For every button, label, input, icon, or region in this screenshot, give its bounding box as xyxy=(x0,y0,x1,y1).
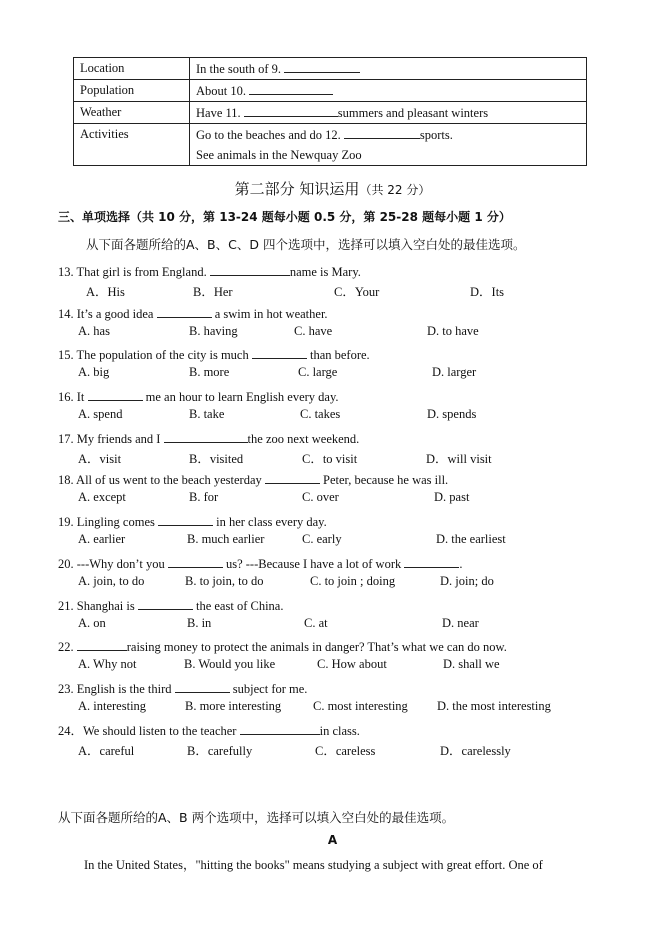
option-a[interactable]: A. spend xyxy=(78,407,123,421)
option-a[interactable]: A. has xyxy=(78,324,110,338)
option-d[interactable]: D. the most interesting xyxy=(437,699,551,713)
answer-blank xyxy=(244,102,338,117)
option-b[interactable]: B. more xyxy=(189,365,230,379)
option-d[interactable]: D. near xyxy=(442,616,479,630)
answer-blank xyxy=(344,124,420,139)
row-value: Have 11. summers and pleasant winters xyxy=(190,102,587,124)
option-c[interactable]: C. to join ; doing xyxy=(310,574,396,588)
options-15 xyxy=(76,365,616,383)
option-d[interactable]: D. the earliest xyxy=(436,532,506,546)
option-a[interactable]: A. join, to do xyxy=(78,574,145,588)
question-14: 14. It’s a good idea a swim in hot weather. xyxy=(58,303,328,322)
row-value: In the south of 9. xyxy=(190,58,587,80)
option-b[interactable]: B. Would you like xyxy=(184,657,276,671)
part-title: 第二部分 知识运用（共 22 分） xyxy=(234,180,431,198)
answer-blank xyxy=(164,428,248,443)
option-c[interactable]: C．Your xyxy=(334,285,380,299)
option-d[interactable]: D. join; do xyxy=(440,574,494,588)
question-15: 15. The population of the city is much than before. xyxy=(58,344,370,363)
question-24: 24．We should listen to the teacher in class. xyxy=(58,720,360,739)
option-d[interactable]: D．carelessly xyxy=(440,744,511,758)
answer-blank xyxy=(249,80,333,95)
question-17: 17. My friends and I the zoo next weekend. xyxy=(58,428,359,447)
table-row xyxy=(74,80,587,102)
option-b[interactable]: B．visited xyxy=(189,452,244,466)
option-a[interactable]: A．careful xyxy=(78,744,135,758)
answer-blank xyxy=(404,553,459,568)
options-16 xyxy=(76,407,616,425)
option-d[interactable]: D. larger xyxy=(432,365,477,379)
option-a[interactable]: A．visit xyxy=(78,452,122,466)
option-a[interactable]: A. big xyxy=(78,365,110,379)
table-row xyxy=(74,124,587,146)
answer-blank xyxy=(284,58,360,73)
table-row xyxy=(74,102,587,124)
answer-blank xyxy=(252,344,307,359)
option-c[interactable]: C. large xyxy=(298,365,338,379)
options-20 xyxy=(76,574,616,592)
option-a[interactable]: A. interesting xyxy=(78,699,147,713)
option-b[interactable]: B. to join, to do xyxy=(185,574,264,588)
option-b[interactable]: B. take xyxy=(189,407,225,421)
option-c[interactable]: C. takes xyxy=(300,407,341,421)
question-16: 16. It me an hour to learn English every day. xyxy=(58,386,339,405)
row-label: Weather xyxy=(74,102,190,124)
row-value: About 10. xyxy=(190,80,587,102)
options-22 xyxy=(76,657,616,675)
passage-label: A xyxy=(327,833,338,847)
option-d[interactable]: D. shall we xyxy=(443,657,500,671)
question-22: 22. raising money to protect the animals in danger? That’s what we can do now. xyxy=(58,636,507,655)
option-c[interactable]: C. at xyxy=(304,616,328,630)
question-19: 19. Lingling comes in her class every day. xyxy=(58,511,327,530)
option-b[interactable]: B．Her xyxy=(193,285,233,299)
option-b[interactable]: B. having xyxy=(189,324,238,338)
option-d[interactable]: D. to have xyxy=(427,324,479,338)
answer-blank xyxy=(158,511,213,526)
option-b[interactable]: B. for xyxy=(189,490,219,504)
options-14 xyxy=(76,324,616,342)
options-13 xyxy=(76,282,616,300)
options-19 xyxy=(76,532,616,550)
row-value: Go to the beaches and do 12. sports. xyxy=(190,124,587,146)
row-label: Activities xyxy=(74,124,190,166)
instruction-ab: 从下面各题所给的A、B 两个选项中，选择可以填入空白处的最佳选项。 xyxy=(58,810,455,825)
instruction-abcd: 从下面各题所给的A、B、C、D 四个选项中，选择可以填入空白处的最佳选项。 xyxy=(86,237,526,252)
answer-blank xyxy=(168,553,223,568)
option-b[interactable]: B．carefully xyxy=(187,744,253,758)
option-d[interactable]: D. past xyxy=(434,490,470,504)
info-table xyxy=(73,57,587,166)
row-value: See animals in the Newquay Zoo xyxy=(190,145,587,166)
answer-blank xyxy=(138,595,193,610)
question-23: 23. English is the third subject for me. xyxy=(58,678,307,697)
option-c[interactable]: C. over xyxy=(302,490,339,504)
option-c[interactable]: C．to visit xyxy=(302,452,358,466)
question-21: 21. Shanghai is the east of China. xyxy=(58,595,283,614)
option-c[interactable]: C. most interesting xyxy=(313,699,408,713)
answer-blank xyxy=(77,636,127,651)
options-17 xyxy=(76,449,616,467)
option-a[interactable]: A. except xyxy=(78,490,126,504)
answer-blank xyxy=(265,469,320,484)
answer-blank xyxy=(157,303,212,318)
option-a[interactable]: A. earlier xyxy=(78,532,126,546)
answer-blank xyxy=(210,261,290,276)
option-c[interactable]: C. have xyxy=(294,324,333,338)
answer-blank xyxy=(88,386,143,401)
section-title: 三、单项选择（共 10 分，第 13-24 题每小题 0.5 分，第 25-28 题每小题 1 分） xyxy=(58,210,511,224)
option-a[interactable]: A．His xyxy=(86,285,125,299)
table-row xyxy=(74,58,587,80)
option-b[interactable]: B. much earlier xyxy=(187,532,265,546)
answer-blank xyxy=(240,720,320,735)
option-c[interactable]: C．careless xyxy=(315,744,376,758)
option-d[interactable]: D．Its xyxy=(470,285,505,299)
options-24 xyxy=(76,741,616,759)
row-label: Location xyxy=(74,58,190,80)
passage-text: In the United States，"hitting the books" means studying a subject with great effort. One of xyxy=(84,858,543,872)
option-d[interactable]: D．will visit xyxy=(426,452,492,466)
option-b[interactable]: B. more interesting xyxy=(185,699,282,713)
option-d[interactable]: D. spends xyxy=(427,407,477,421)
options-23 xyxy=(76,699,616,717)
option-c[interactable]: C. early xyxy=(302,532,342,546)
question-13: 13. That girl is from England. name is Mary. xyxy=(58,261,361,280)
question-18: 18. All of us went to the beach yesterday Peter, because he was ill. xyxy=(58,469,448,488)
option-b[interactable]: B. in xyxy=(187,616,212,630)
option-a[interactable]: A. on xyxy=(78,616,106,630)
row-label: Population xyxy=(74,80,190,102)
option-c[interactable]: C. How about xyxy=(317,657,387,671)
options-21 xyxy=(76,616,616,634)
question-20: 20. ---Why don’t you us? ---Because I have a lot of work . xyxy=(58,553,462,572)
answer-blank xyxy=(175,678,230,693)
options-18 xyxy=(76,490,616,508)
option-a[interactable]: A. Why not xyxy=(78,657,137,671)
